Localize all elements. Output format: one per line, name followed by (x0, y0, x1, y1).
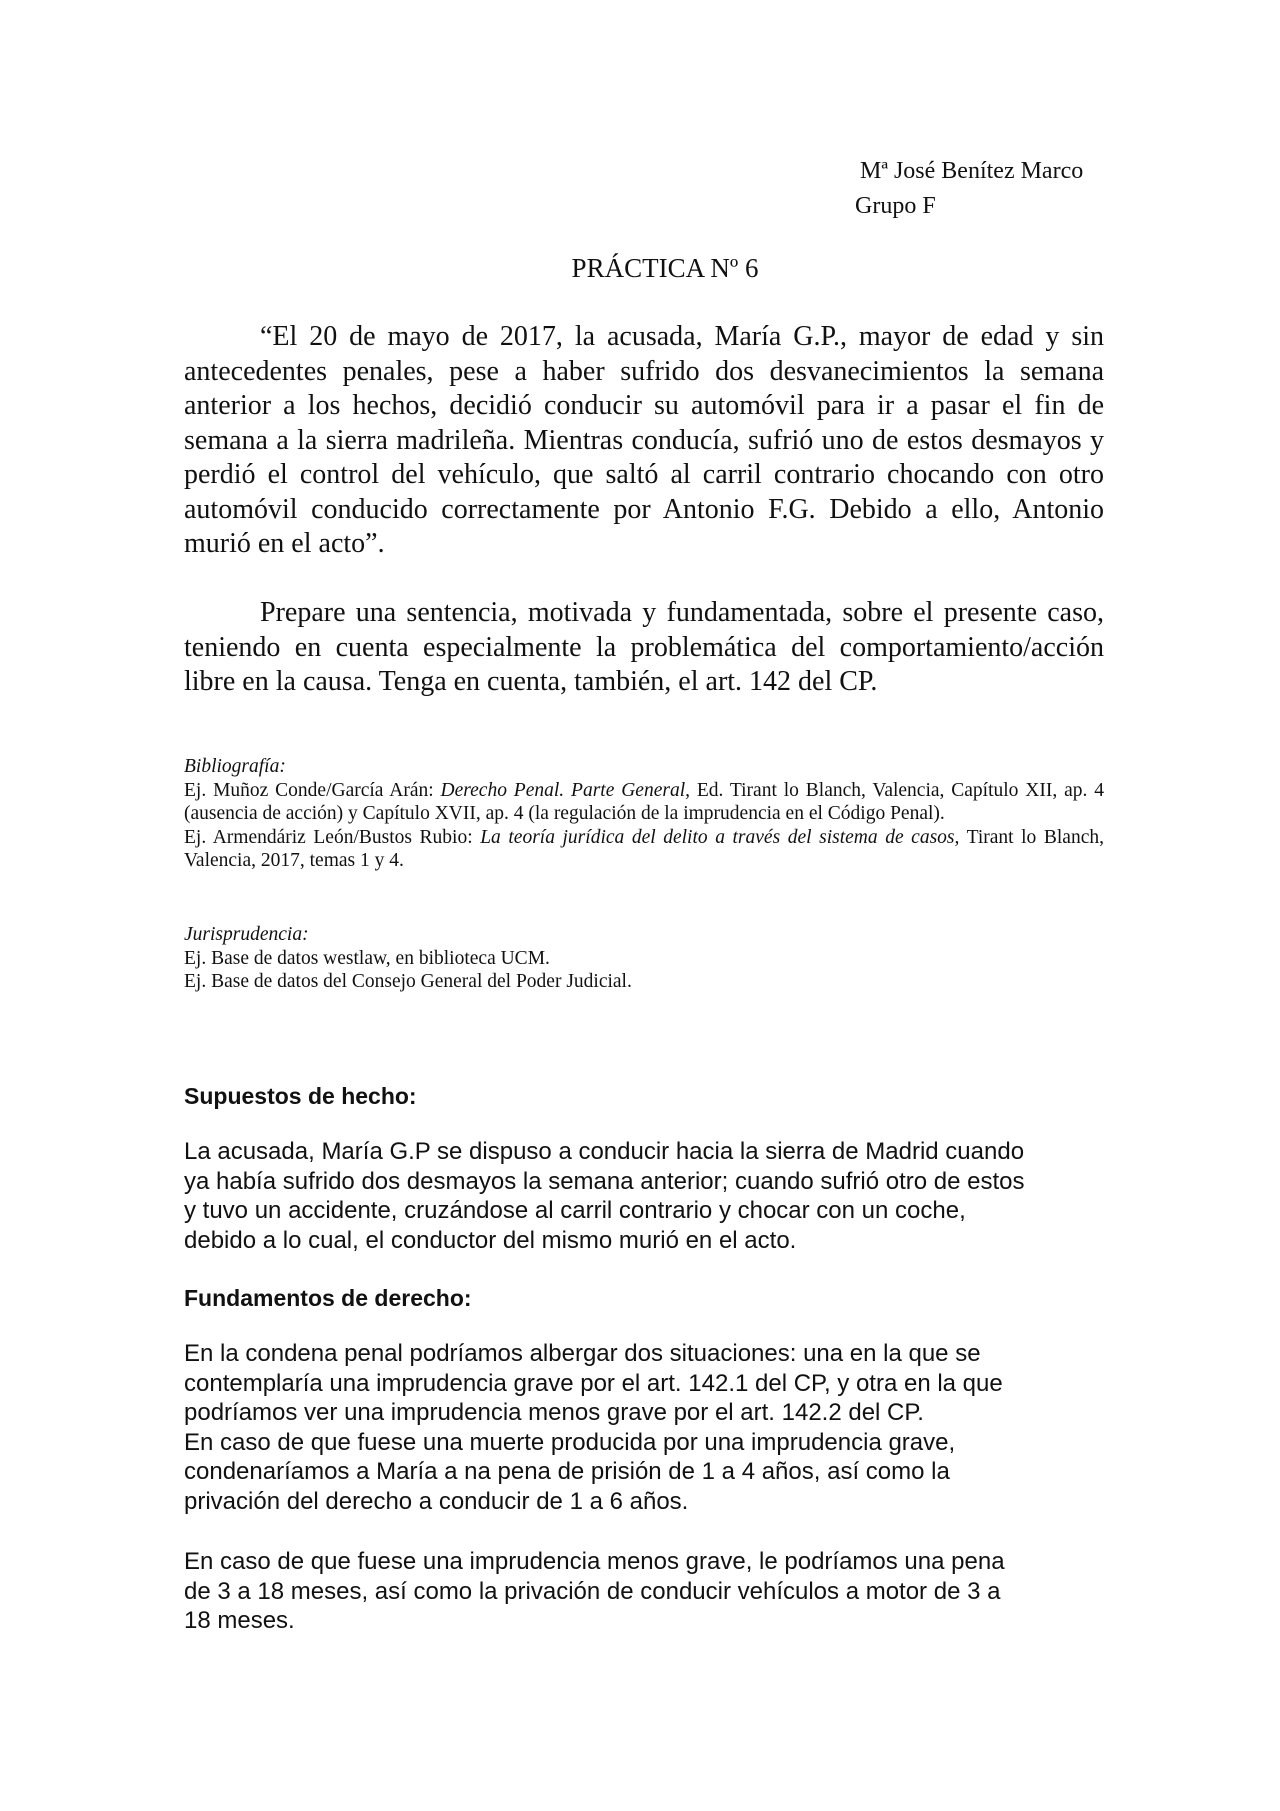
reference-2-details: Tirant lo Blanch, Valencia, 2017, temas 1 y 4. (184, 826, 1104, 871)
reference-1-title: Derecho Penal. Parte General, (440, 779, 690, 801)
law-heading: Fundamentos de derecho: (184, 1285, 472, 1311)
law-paragraph-2 (184, 1547, 1104, 1636)
bibliography-reference-1 (184, 779, 1104, 826)
law-line: podríamos ver una imprudencia menos grave por el art. 142.2 del CP. (184, 1399, 924, 1426)
law-line: En caso de que fuese una imprudencia menos grave, le podríamos una pena (184, 1548, 1005, 1575)
jurisprudence-reference-1: Ej. Base de datos westlaw, en biblioteca UCM. (184, 947, 550, 969)
facts-line: La acusada, María G.P se dispuso a conducir hacia la sierra de Madrid cuando (184, 1138, 1025, 1165)
law-line: de 3 a 18 meses, así como la privación de conducir vehículos a motor de 3 a (184, 1577, 1001, 1605)
jurisprudence-label: Jurisprudencia: (184, 924, 309, 945)
author-name: Mª José Benítez Marco (860, 158, 1084, 184)
group-name: Grupo F (855, 193, 936, 219)
facts-heading: Supuestos de hecho: (184, 1083, 417, 1109)
reference-2-title: La teoría jurídica del delito a través del sistema de casos, (480, 826, 960, 848)
facts-line: debido a lo cual, el conductor del mismo murió en el acto. (184, 1226, 797, 1254)
law-line: contemplaría una imprudencia grave por el art. 142.1 del CP, y otra en la que (184, 1369, 1003, 1397)
law-line: En la condena penal podríamos albergar dos situaciones: una en la que se (184, 1340, 981, 1367)
law-line: 18 meses. (184, 1607, 295, 1634)
law-line: condenaríamos a María a na pena de prisión de 1 a 4 años, así como la (184, 1458, 950, 1485)
facts-line: y tuvo un accidente, cruzándose al carril contrario y chocar con un coche, (184, 1197, 966, 1224)
reference-1-authors: Ej. Muñoz Conde/García Arán: (184, 779, 441, 801)
bibliography-label: Bibliografía: (184, 756, 286, 777)
facts-paragraph (184, 1137, 1104, 1255)
facts-line: ya había sufrido dos desmayos la semana anterior; cuando sufrió otro de estos (184, 1167, 1025, 1195)
page-title: PRÁCTICA Nº 6 (571, 253, 759, 283)
law-line: privación del derecho a conducir de 1 a 6 años. (184, 1487, 689, 1515)
jurisprudence-section (184, 923, 1104, 994)
law-line: En caso de que fuese una muerte producida por una imprudencia grave, (184, 1428, 956, 1456)
bibliography-reference-2 (184, 826, 1104, 873)
law-paragraph-1 (184, 1339, 1104, 1516)
reference-1-details: Ed. Tirant lo Blanch, Valencia, Capítulo XII, ap. 4 (ausencia de acción) y Capítulo XVII, ap. 4 (la regulación de la imprudencia en el Código Penal). (184, 779, 1104, 824)
bibliography-section (184, 755, 1104, 873)
jurisprudence-reference-2: Ej. Base de datos del Consejo General del Poder Judicial. (184, 971, 632, 992)
case-statement-paragraph: “El 20 de mayo de 2017, la acusada, María G.P., mayor de edad y sin antecedentes penales, pese a haber sufrido dos desvanecimientos la semana anterior a los hechos, decidió conducir su automóvil para ir a pasar el fin de semana a la sierra madrileña. Mientras conducía, sufrió uno de estos desmayos y perdió el control del vehículo, que saltó al carril contrario chocando con otro automóvil conducido correctamente por Antonio F.G. Debido a ello, Antonio murió en el acto”. (184, 321, 1104, 559)
reference-2-authors: Ej. Armendáriz León/Bustos Rubio: (184, 826, 481, 848)
task-instruction-paragraph: Prepare una sentencia, motivada y fundamentada, sobre el presente caso, teniendo en cuenta especialmente la problemática del comportamiento/acción libre en la causa. Tenga en cuenta, también, el art. 142 del CP. (184, 597, 1104, 697)
